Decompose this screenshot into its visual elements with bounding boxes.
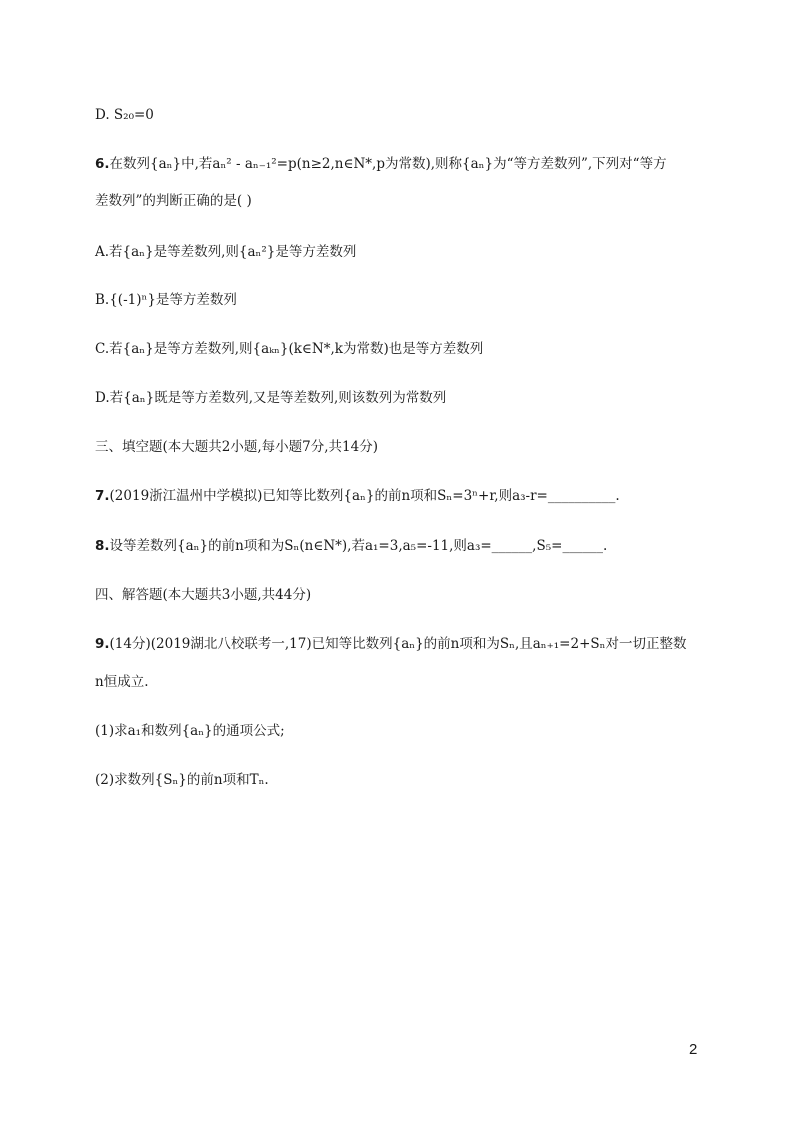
question-number: 6. (95, 156, 110, 172)
question-9-part-2 (95, 771, 269, 789)
question-9-line-2 (95, 673, 149, 691)
line-text: B.{(-1)ⁿ}是等方差数列 (95, 292, 237, 308)
question-9-part-1 (95, 722, 285, 740)
question-number: 7. (95, 488, 110, 504)
question-number: 8. (95, 538, 110, 554)
line-text: n恒成立. (95, 674, 149, 690)
line-text: 四、解答题(本大题共3小题,共44分) (95, 587, 312, 603)
question-6-option-b (95, 291, 237, 309)
line-text: D. S₂₀=0 (95, 107, 154, 123)
section-heading-fill-in (95, 438, 378, 456)
line-text: (2019浙江温州中学模拟)已知等比数列{aₙ}的前n项和Sₙ=3ⁿ+r,则a₃-r=__________. (109, 488, 620, 504)
option-d-prev (95, 106, 154, 124)
question-9-line-1 (95, 635, 686, 653)
line-text: 在数列{aₙ}中,若aₙ² - aₙ₋₁²=p(n≥2,n∈N*,p为常数),则称{aₙ}为“等方差数列”,下列对“等方 (109, 156, 667, 172)
line-text: 设等差数列{aₙ}的前n项和为Sₙ(n∈N*),若a₁=3,a₅=-11,则a₃=______,S₅=______. (109, 538, 608, 554)
question-7 (95, 487, 620, 505)
line-text: (2)求数列{Sₙ}的前n项和Tₙ. (95, 772, 269, 788)
page-number: 2 (689, 1041, 698, 1058)
line-text: D.若{aₙ}既是等方差数列,又是等差数列,则该数列为常数列 (95, 390, 447, 406)
line-text: (14分)(2019湖北八校联考一,17)已知等比数列{aₙ}的前n项和为Sₙ,且aₙ₊₁=2+Sₙ对一切正整数 (109, 636, 687, 652)
line-text: 差数列”的判断正确的是( ) (95, 193, 252, 209)
question-6-option-d (95, 389, 446, 407)
question-number: 9. (95, 636, 110, 652)
question-6-option-a (95, 243, 356, 261)
line-text: A.若{aₙ}是等差数列,则{aₙ²}是等方差数列 (95, 244, 357, 260)
question-6-line-1 (95, 155, 667, 173)
section-heading-solve (95, 586, 311, 604)
line-text: 三、填空题(本大题共2小题,每小题7分,共14分) (95, 439, 378, 455)
question-6-line-2 (95, 192, 252, 210)
question-8 (95, 537, 607, 555)
line-text: C.若{aₙ}是等方差数列,则{aₖₙ}(k∈N*,k为常数)也是等方差数列 (95, 341, 484, 357)
question-6-option-c (95, 340, 483, 358)
line-text: (1)求a₁和数列{aₙ}的通项公式; (95, 723, 285, 739)
